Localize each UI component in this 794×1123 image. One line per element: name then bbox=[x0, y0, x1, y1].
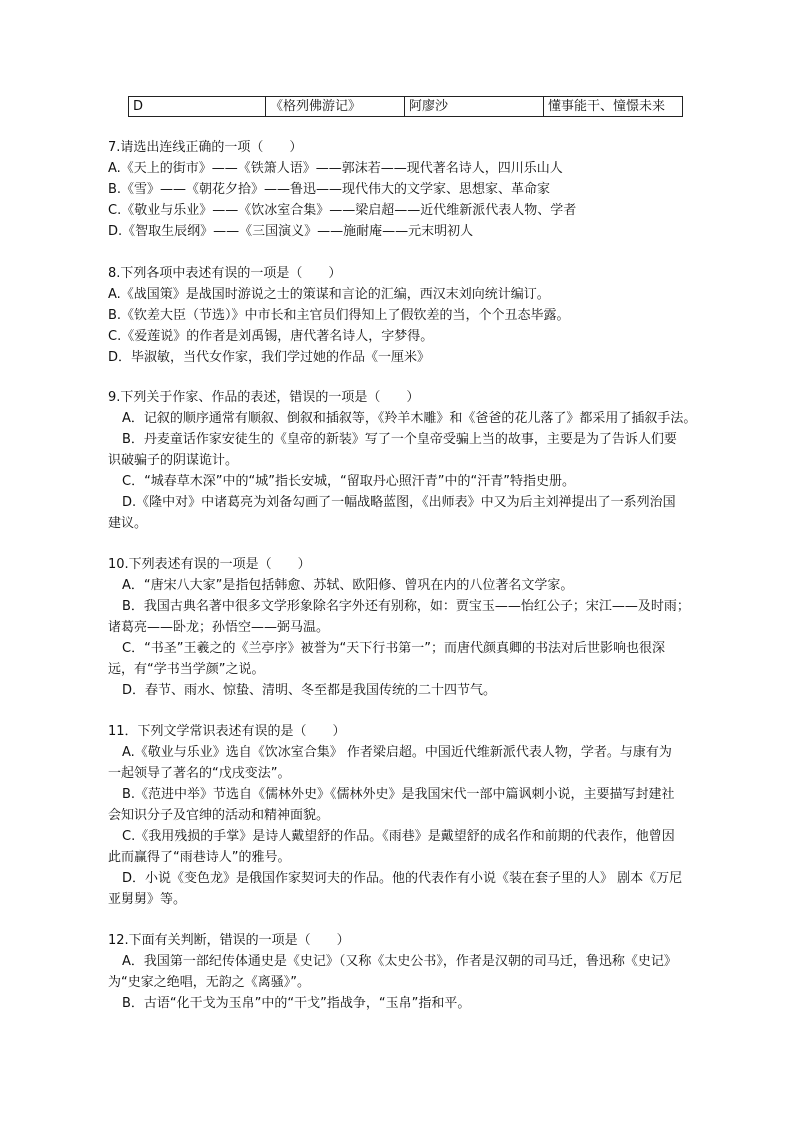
option-a: A．我国第一部纪传体通史是《史记》（又称《太史公书》，作者是汉朝的司马迁，鲁迅称《史记》 bbox=[122, 954, 677, 969]
question-title: 8.下列各项中表述有误的一项是（ ） bbox=[108, 266, 342, 281]
option-b: B．我国古典名著中很多文学形象除名字外还有别称，如：贾宝玉——怡红公子；宋江——及时雨； bbox=[122, 599, 690, 614]
option-d-continued: 建议。 bbox=[108, 516, 148, 531]
question-title: 9.下列关于作家、作品的表述，错误的一项是（ ） bbox=[108, 390, 420, 405]
option-d: D．春节、雨水、惊蛰、清明、冬至都是我国传统的二十四节气。 bbox=[122, 683, 497, 698]
option-d-continued: 亚舅舅》等。 bbox=[108, 892, 187, 907]
option-c: C.《敬业与乐业》——《饮冰室合集》——梁启超——近代维新派代表人物、学者 bbox=[108, 203, 577, 218]
option-b-continued: 诸葛亮——卧龙；孙悟空——弼马温。 bbox=[108, 620, 330, 635]
question-title: 10.下列表述有误的一项是（ ） bbox=[108, 557, 311, 572]
option-a-continued: 为“史家之绝唱，无韵之《离骚》”。 bbox=[108, 975, 310, 990]
option-d: D．毕淑敏，当代女作家，我们学过她的作品《一厘米》 bbox=[108, 350, 431, 365]
table-cell: D bbox=[129, 97, 266, 117]
option-a: A.《天上的街市》——《铁箫人语》——郭沫若——现代著名诗人，四川乐山人 bbox=[108, 161, 563, 176]
option-a: A.《敬业与乐业》选自《饮冰室合集》 作者梁启超。中国近代维新派代表人物，学者。与康有为 bbox=[122, 745, 672, 760]
option-d: D.《隆中对》中诸葛亮为刘备勾画了一幅战略蓝图，《出师表》中又为后主刘禅提出了一系列治国 bbox=[122, 495, 676, 510]
question-8 bbox=[108, 263, 708, 368]
question-title: 7.请选出连线正确的一项（ ） bbox=[108, 140, 303, 155]
table-cell: 《格列佛游记》 bbox=[266, 97, 405, 117]
table-row bbox=[129, 97, 683, 117]
option-b: B.《范进中举》节选自《儒林外史》《儒林外史》是我国宋代一部中篇讽刺小说，主要描写封建社 bbox=[122, 787, 675, 802]
answer-table bbox=[128, 96, 683, 117]
option-c-continued: 远，有“学书当学颜”之说。 bbox=[108, 662, 265, 677]
option-b: B．丹麦童话作家安徒生的《皇帝的新装》写了一个皇帝受骗上当的故事，主要是为了告诉人们要 bbox=[122, 432, 677, 447]
option-c: C.《我用残损的手掌》是诗人戴望舒的作品。《雨巷》是戴望舒的成名作和前期的代表作，他曾因 bbox=[122, 829, 675, 844]
option-d: D.《智取生辰纲》——《三国演义》——施耐庵——元末明初人 bbox=[108, 224, 474, 239]
option-c-continued: 此而赢得了“雨巷诗人”的雅号。 bbox=[108, 850, 291, 865]
option-a: A.《战国策》是战国时游说之士的策谋和言论的汇编，西汉末刘向统计编订。 bbox=[108, 287, 550, 302]
question-12 bbox=[108, 930, 708, 1014]
question-9 bbox=[108, 387, 708, 534]
table-cell: 阿廖沙 bbox=[405, 97, 544, 117]
question-title: 12.下面有关判断，错误的一项是（ ） bbox=[108, 933, 350, 948]
option-b: B.《钦差大臣（节选）》中市长和主官员们得知上了假钦差的当，个个丑态毕露。 bbox=[108, 308, 570, 323]
option-b-continued: 会知识分子及官绅的活动和精神面貌。 bbox=[108, 808, 330, 823]
option-a: A．记叙的顺序通常有顺叙、倒叙和插叙等，《羚羊木雕》和《爸爸的花儿落了》都采用了插叙手法。 bbox=[122, 411, 697, 426]
question-11 bbox=[108, 721, 708, 910]
option-a: A．“唐宋八大家”是指包括韩愈、苏轼、欧阳修、曾巩在内的八位著名文学家。 bbox=[122, 578, 574, 593]
option-b: B．古语“化干戈为玉帛”中的“干戈”指战争，“玉帛”指和平。 bbox=[122, 996, 471, 1011]
option-a-continued: 一起领导了著名的“戊戌变法”。 bbox=[108, 766, 291, 781]
option-b: B.《雪》——《朝花夕拾》——鲁迅——现代伟大的文学家、思想家、革命家 bbox=[108, 182, 551, 197]
option-c: C．“城春草木深”中的“城”指长安城，“留取丹心照汗青”中的“汗青”特指史册。 bbox=[122, 474, 575, 489]
question-10 bbox=[108, 554, 708, 701]
option-b-continued: 识破骗子的阴谋诡计。 bbox=[108, 453, 239, 468]
question-title: 11．下列文学常识表述有误的是（ ） bbox=[108, 724, 346, 739]
question-7 bbox=[108, 137, 708, 242]
option-c: C．“书圣”王羲之的《兰亭序》被誉为“天下行书第一”；而唐代颜真卿的书法对后世影响也很深 bbox=[122, 641, 666, 656]
option-c: C.《爱莲说》的作者是刘禹锡，唐代著名诗人，字梦得。 bbox=[108, 329, 434, 344]
option-d: D．小说《变色龙》是俄国作家契诃夫的作品。他的代表作有小说《装在套子里的人》 剧本《万尼 bbox=[122, 871, 683, 886]
table-cell: 懂事能干、憧憬未来 bbox=[544, 97, 683, 117]
